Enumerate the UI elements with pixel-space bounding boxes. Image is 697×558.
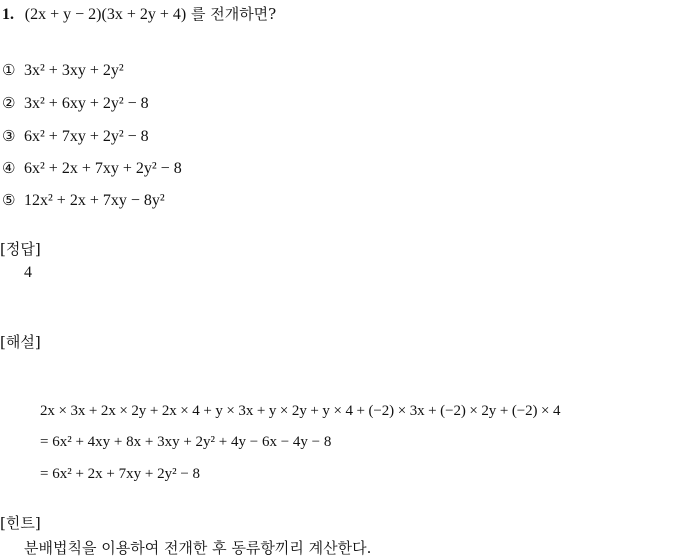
choice-5[interactable] <box>2 191 165 210</box>
choice-3-mark: ③ <box>2 127 16 145</box>
explanation-line-1: 2x × 3x + 2x × 2y + 2x × 4 + y × 3x + y × 2y + y × 4 + (−2) × 3x + (−2) × 2y + (−2) × 4 <box>40 403 561 419</box>
question-text: 를 전개하면? <box>186 5 277 23</box>
choice-3-expression: 6x² + 7xy + 2y² − 8 <box>24 128 149 145</box>
choice-4-expression: 6x² + 2x + 7xy + 2y² − 8 <box>24 160 182 177</box>
hint-label: [힌트] <box>0 514 41 532</box>
answer-label: [정답] <box>0 240 41 258</box>
question-expression: (2x + y − 2)(3x + 2y + 4) <box>24 6 187 23</box>
choice-1-mark: ① <box>2 61 16 79</box>
answer-value: 4 <box>24 264 32 281</box>
choice-1-expression: 3x² + 3xy + 2y² <box>24 62 124 79</box>
choice-2-mark: ② <box>2 94 16 112</box>
choice-4-mark: ④ <box>2 159 16 177</box>
explanation-line-3: = 6x² + 2x + 7xy + 2y² − 8 <box>40 466 201 482</box>
choice-4[interactable] <box>2 159 182 178</box>
choice-2[interactable] <box>2 94 149 113</box>
hint-text: 분배법칙을 이용하여 전개한 후 동류항끼리 계산한다. <box>24 539 372 557</box>
question-line <box>2 3 276 24</box>
explanation-line-2: = 6x² + 4xy + 8x + 3xy + 2y² + 4y − 6x − 4y − 8 <box>40 434 332 450</box>
choice-5-expression: 12x² + 2x + 7xy − 8y² <box>24 192 165 209</box>
choice-3[interactable] <box>2 127 149 146</box>
choice-2-expression: 3x² + 6xy + 2y² − 8 <box>24 95 149 112</box>
choice-5-mark: ⑤ <box>2 191 16 209</box>
explanation-label: [해설] <box>0 333 41 351</box>
question-number: 1. <box>2 6 14 23</box>
choice-1[interactable] <box>2 61 124 80</box>
